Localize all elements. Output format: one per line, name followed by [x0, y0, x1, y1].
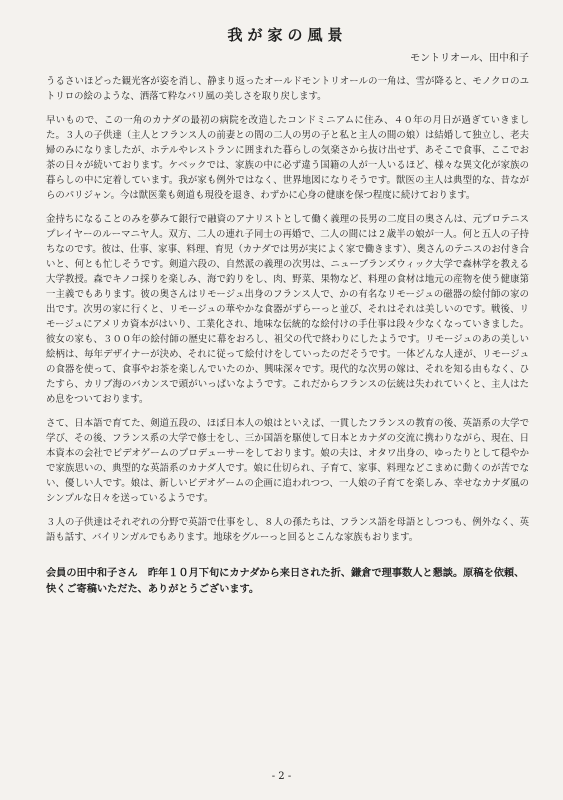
article-title: 我が家の風景: [227, 26, 348, 44]
page-number: - 2 -: [271, 771, 292, 782]
paragraph-4: さて、日本語で育てた、剣道五段の、ほぼ日本人の娘はといえば、一貫したフランスの教育の後、英語系の大学で学び、その後、フランス系の大学で修士をし、三か国語を駆使して日本とカナダの交流に携わりながら、現在、日本資本の会社でビデオゲームのプロデューサーをしております。娘の夫は、オタワ出身の、ゆったりとして穏やかで家族思いの、典型的な英語系のカナダ人です。娘に仕切られ、子育て、家事、料理などこまめに動くのが苦でない、優しい人です。娘は、新しいビデオゲームの企画に追われつつ、一人娘の子育てを楽しみ、幸せなカナダ風のシンプルな日々を送っているようです。: [46, 418, 529, 504]
editor-note: 会員の田中和子さん 昨年１０月下旬にカナダから来日された折、鎌倉で理事数人と懇談。原稿を依頼、快くご寄稿いただた、ありがとうございます。: [46, 567, 525, 595]
paragraph-3: 金持ちになることのみを夢みて銀行で融資のアナリストとして働く義理の長男の二度目の奥さんは、元プロテニスプレイヤーのルーマニヤ人。双方、二人の連れ子同士の再婚で、二人の間には２歳半の娘が一人。何と五人の子持ちなのです。彼は、仕事、家事、料理、育児（カナダでは男が実によく家で働きます）、奥さんのテニスのお付き合いと、何とも忙しそうです。剣道六段の、自然派の義理の次男は、ニューブランズウィック大学で森林学を教える大学教授。森でキノコ採りを楽しみ、海で釣りをし、肉、野菜、果物など、料理の食材は地元の産物を使う健康第一主義でもあります。彼の奥さんはリモージュ出身のフランス人で、かの有名なリモージュの磁器の絵付師の家の出です。次男の家に行くと、リモージュの華やかな食器がずらーっと並び、それはそれは美しいのです。戦後、リモージュにアメリカ資本がはいり、工業化され、地味な伝統的な絵付けの手仕事は段々少なくなっていきました。彼女の家も、３００年の絵付師の歴史に幕をおろし、祖父の代で終わりにしたようです。リモージュのあの美しい絵柄は、毎年デザイナーが決め、それに従って絵付けをしていったのだそうです。一体どんな人達が、リモージュの食器を使って、食事やお茶を楽しんでいたのか、興味深々です。現代的な次男の嫁は、それを知る由もなく、ひたすら、カリブ海のバカンスで頭がいっぱいなようです。これだからフランスの伝統は失われていくと、主人はため息をついております。: [46, 214, 529, 405]
paragraph-1: うるさいほどった観光客が姿を消し、静まり返ったオールドモントリオールの一角は、雪が降ると、モノクロのユトリロの絵のような、洒落て粋なパリ風の美しさを取り戻します。: [46, 76, 529, 102]
paragraph-2: 早いもので、この一角のカナダの最初の病院を改造したコンドミニアムに住み、４０年の月日が過ぎていきました。３人の子供達（主人とフランス人の前妻との間の二人の男の子と私と主人の間の娘）は結婚して独立し、老夫婦のみになりましたが、ホテルやレストランに囲まれた暮らしの気楽さから抜け出せず、あそこで食事、ここでお茶の日々が続いております。ケベックでは、家族の中に必ず違う国籍の人が一人いるほど、様々な異文化が家族の暮らしの中に定着しています。我が家も例外ではなく、世界地図になりそうです。獣医の主人は典型的な、昔ながらのパリジャン。今は獣医業も剣道も現役を退き、わずかに心身の健康を保つ程度に続けております。: [46, 115, 529, 201]
paragraph-5: ３人の子供達はそれぞれの分野で英語で仕事をし、８人の孫たちは、フランス語を母語としつつも、例外なく、英語も話す、バイリンガルでもあります。地球をグルーっと回るとこんな家族もおります。: [46, 517, 529, 543]
article-author: モントリオール、田中和子: [410, 53, 529, 64]
